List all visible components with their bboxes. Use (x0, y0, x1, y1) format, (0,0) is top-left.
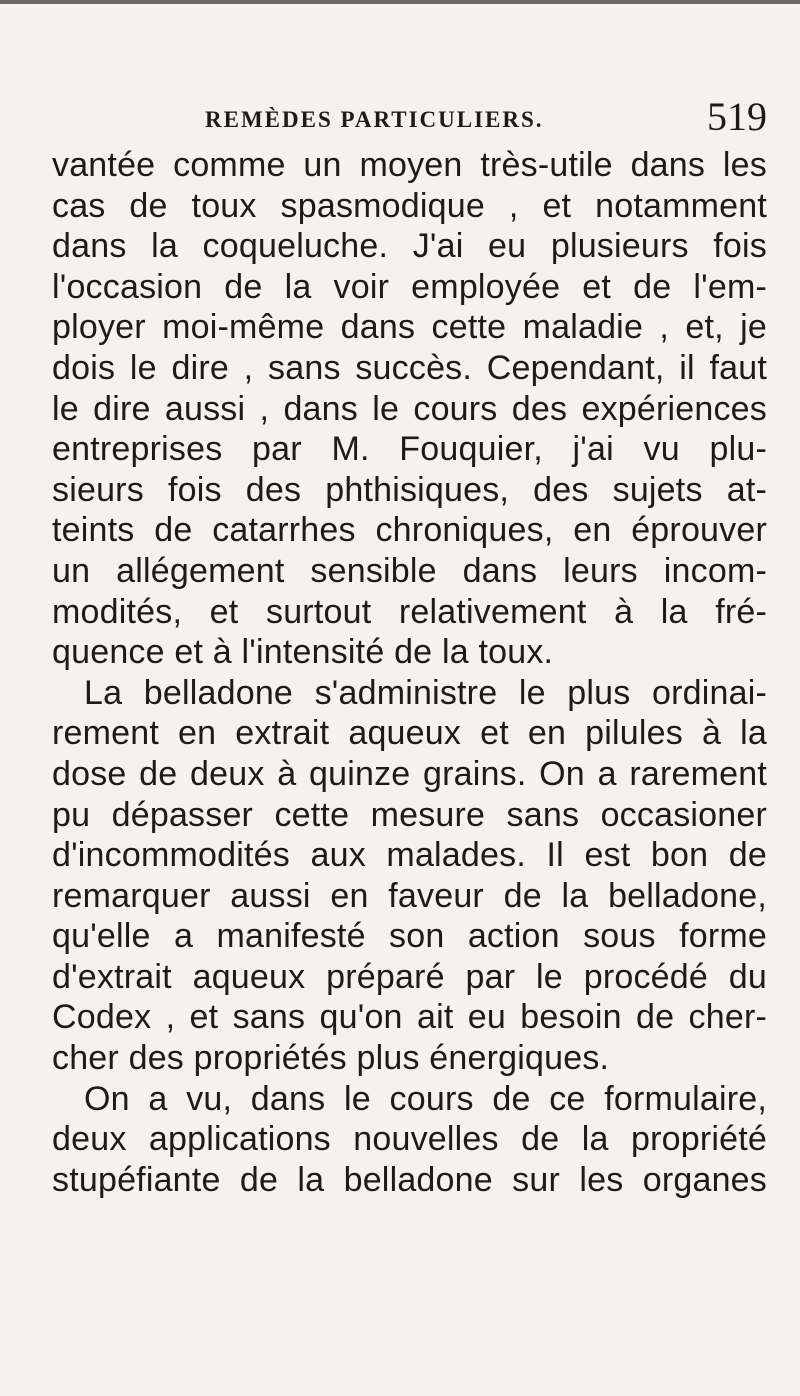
text-line: ployer moi-même dans cette maladie , et, je (52, 308, 767, 347)
text-line: La belladone s'administre le plus ordinai- (84, 673, 767, 712)
text-line: vantée comme un moyen très-utile dans les (52, 146, 767, 184)
text-line: sieurs fois des phthisiques, des sujets at- (52, 470, 767, 509)
text-line: d'extrait aqueux préparé par le procédé du (52, 957, 767, 996)
text-line: rement en extrait aqueux et en pilules à la (52, 714, 767, 753)
body-text (52, 145, 767, 1200)
text-line: dans la coqueluche. J'ai eu plusieurs fois (52, 227, 767, 266)
page-top-edge (0, 0, 800, 4)
text-line: modités, et surtout relativement à la fré- (52, 592, 767, 631)
text-line: teints de catarrhes chroniques, en éprouver (52, 511, 767, 550)
text-line: dose de deux à quinze grains. On a rarement (52, 754, 767, 793)
running-head (52, 95, 767, 145)
text-line: d'incommodités aux malades. Il est bon de (52, 836, 767, 875)
text-line: qu'elle a manifesté son action sous forme (52, 917, 767, 956)
text-line: remarquer aussi en faveur de la belladone, (52, 876, 767, 915)
text-line: Codex , et sans qu'on ait eu besoin de cher- (52, 998, 767, 1037)
book-page (52, 95, 767, 1200)
text-line: dois le dire , sans succès. Cependant, il faut (52, 348, 767, 387)
text-line: cher des propriétés plus énergiques. (52, 1039, 610, 1078)
text-line: un allégement sensible dans leurs incom- (52, 551, 767, 590)
text-line: l'occasion de la voir employée et de l'em- (52, 267, 767, 306)
page-number: 519 (707, 94, 767, 139)
text-line: pu dépasser cette mesure sans occasioner (52, 795, 767, 834)
text-line: quence et à l'intensité de la toux. (52, 633, 554, 672)
text-line: entreprises par M. Fouquier, j'ai vu plu- (52, 430, 767, 469)
text-line: On a vu, dans le cours de ce formulaire, (84, 1079, 767, 1118)
text-line: le dire aussi , dans le cours des expériences (52, 389, 767, 428)
text-line: deux applications nouvelles de la propriété (52, 1120, 767, 1159)
text-line: stupéfiante de la belladone sur les organes (52, 1160, 767, 1199)
running-title: REMÈDES PARTICULIERS. (205, 107, 544, 132)
text-line: cas de toux spasmodique , et notamment (52, 186, 767, 225)
